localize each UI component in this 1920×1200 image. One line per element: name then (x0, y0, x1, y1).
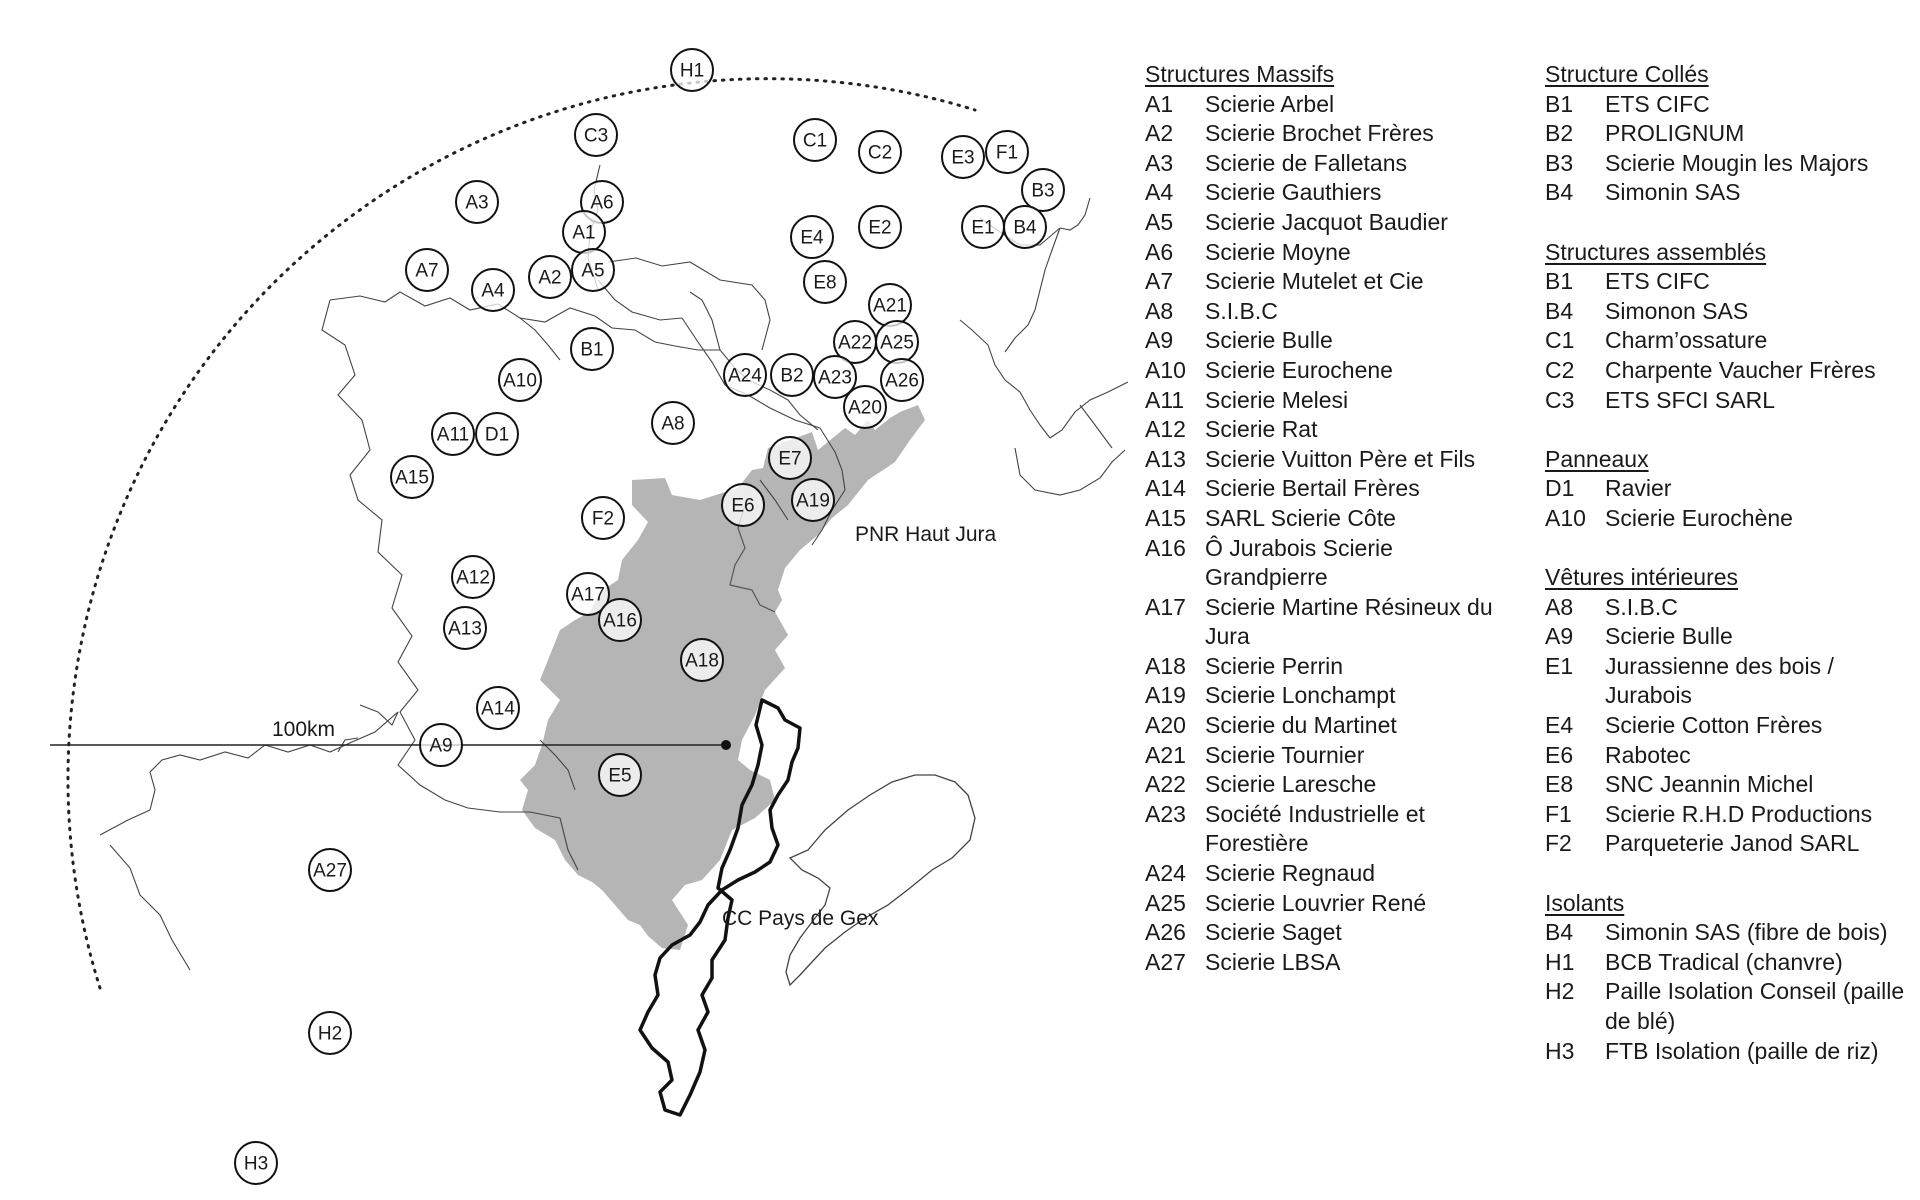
legend-name: ETS CIFC (1605, 268, 1710, 295)
legend-code: A20 (1145, 712, 1186, 739)
legend-code: B3 (1545, 149, 1574, 176)
legend-name: Scierie Rat (1205, 416, 1318, 443)
site-marker-a13[interactable] (444, 607, 486, 649)
legend-code: A24 (1145, 860, 1186, 887)
legend-name: Scierie Lonchampt (1205, 682, 1396, 709)
legend-heading: Panneaux (1545, 445, 1649, 472)
site-marker-e5[interactable] (599, 754, 641, 796)
legend-heading: Vêtures intérieures (1545, 564, 1739, 591)
legend-row (1145, 326, 1495, 356)
legend-row (1545, 90, 1915, 120)
legend-code: A17 (1145, 593, 1186, 620)
legend-row (1145, 119, 1495, 149)
site-marker-a26[interactable] (881, 359, 923, 401)
legend-name: Scierie Brochet Frères (1205, 120, 1434, 147)
legend-row (1145, 178, 1495, 208)
svg-text:A17: A17 (571, 584, 605, 606)
svg-text:A15: A15 (395, 467, 429, 489)
legend-row (1145, 889, 1495, 919)
legend-row (1545, 977, 1915, 1036)
site-marker-a16[interactable] (599, 599, 641, 641)
site-marker-b4[interactable] (1004, 206, 1046, 248)
site-marker-e6[interactable] (722, 484, 764, 526)
site-marker-e1[interactable] (962, 206, 1004, 248)
legend-row (1545, 356, 1915, 386)
svg-text:A6: A6 (590, 192, 614, 214)
legend-row (1145, 504, 1495, 534)
site-marker-a2[interactable] (529, 256, 571, 298)
svg-text:H2: H2 (317, 1023, 343, 1045)
legend-name: BCB Tradical (chanvre) (1605, 948, 1843, 975)
legend-heading: Structure Collés (1545, 61, 1709, 87)
legend-row (1545, 622, 1915, 652)
legend-code: A3 (1145, 149, 1174, 176)
site-marker-e3[interactable] (942, 136, 984, 178)
legend-row (1145, 208, 1495, 238)
legend-name: Scierie Vuitton Père et Fils (1205, 445, 1476, 472)
legend-row (1545, 800, 1915, 830)
svg-text:A9: A9 (429, 735, 453, 757)
legend-row (1545, 119, 1915, 149)
svg-text:B4: B4 (1013, 217, 1037, 239)
site-marker-e7[interactable] (769, 437, 811, 479)
svg-text:B1: B1 (580, 339, 604, 361)
site-marker-b3[interactable] (1022, 169, 1064, 211)
legend-row (1145, 534, 1495, 593)
svg-text:A20: A20 (848, 397, 882, 419)
legend-name: Scierie Mougin les Majors (1605, 149, 1869, 176)
legend-name: Rabotec (1605, 741, 1691, 768)
legend-name: Scierie Melesi (1205, 386, 1349, 413)
legend-name: Ravier (1605, 475, 1672, 502)
legend-name: PROLIGNUM (1605, 120, 1745, 147)
svg-text:A26: A26 (885, 370, 919, 392)
legend-name: Scierie Moyne (1205, 238, 1351, 265)
legend-name: Scierie Cotton Frères (1605, 712, 1823, 739)
legend-row (1545, 829, 1915, 859)
label-cc-pays-de-gex: CC Pays de Gex (722, 907, 879, 930)
svg-text:B2: B2 (780, 365, 804, 387)
legend-row (1145, 356, 1495, 386)
legend-row (1545, 770, 1915, 800)
legend-row (1145, 445, 1495, 475)
svg-text:A14: A14 (481, 698, 515, 720)
legend-row (1145, 652, 1495, 682)
legend-heading: Structures assemblés (1545, 238, 1767, 265)
legend-code: B2 (1545, 120, 1574, 147)
legend-name: Scierie Tournier (1205, 741, 1365, 768)
legend-code: C1 (1545, 327, 1575, 354)
legend-code: A7 (1145, 268, 1174, 295)
legend-row (1145, 770, 1495, 800)
svg-text:A25: A25 (880, 332, 914, 354)
svg-text:A27: A27 (313, 860, 347, 882)
legend-name: Scierie LBSA (1205, 948, 1341, 975)
legend-name: Scierie Regnaud (1205, 860, 1376, 887)
svg-text:E8: E8 (813, 272, 837, 294)
lake-geneva (786, 775, 975, 985)
svg-text:A21: A21 (873, 295, 907, 317)
legend-name: Scierie du Martinet (1205, 712, 1397, 739)
legend-code: A2 (1145, 120, 1174, 147)
site-marker-a3[interactable] (456, 181, 498, 223)
legend-name: Parqueterie Janod SARL (1605, 830, 1860, 857)
svg-text:C3: C3 (583, 125, 609, 147)
legend-code: A6 (1145, 238, 1174, 265)
legend-name: Scierie Saget (1205, 919, 1342, 946)
legend-code: B1 (1545, 90, 1574, 117)
legend-name: Scierie Bertail Frères (1205, 475, 1420, 502)
legend-code: B4 (1545, 179, 1574, 206)
legend-heading: Isolants (1545, 889, 1625, 916)
legend-name: Scierie de Falletans (1205, 149, 1407, 176)
site-marker-a5[interactable] (572, 249, 614, 291)
svg-text:E2: E2 (868, 217, 892, 239)
legend-code: A26 (1145, 919, 1186, 946)
site-marker-a20[interactable] (844, 386, 886, 428)
legend-row (1145, 386, 1495, 416)
legend-name: FTB Isolation (paille de riz) (1605, 1037, 1879, 1064)
legend-code: F2 (1545, 830, 1572, 857)
legend-row (1545, 386, 1915, 416)
legend-name: Scierie Martine Résineux du Jura (1205, 593, 1493, 650)
site-marker-a4[interactable] (472, 269, 514, 311)
svg-text:A19: A19 (796, 490, 830, 512)
legend-row (1145, 948, 1495, 978)
legend-code: A1 (1145, 90, 1174, 117)
svg-text:F2: F2 (591, 508, 615, 530)
legend-name: Scierie Perrin (1205, 652, 1344, 679)
site-marker-a15[interactable] (391, 456, 433, 498)
site-marker-a10[interactable] (499, 359, 541, 401)
site-marker-h1[interactable] (671, 49, 713, 91)
site-marker-b1[interactable] (571, 328, 613, 370)
site-marker-f2[interactable] (582, 497, 624, 539)
svg-text:D1: D1 (484, 424, 510, 446)
legend-name: SNC Jeannin Michel (1605, 771, 1814, 798)
svg-text:A22: A22 (838, 332, 872, 354)
legend-code: A19 (1145, 682, 1186, 709)
legend-code: E1 (1545, 652, 1574, 679)
legend-code: A12 (1145, 416, 1186, 443)
legend-name: Scierie Jacquot Baudier (1205, 208, 1448, 235)
legend-name: Jurassienne des bois / Jurabois (1605, 652, 1834, 709)
svg-text:A24: A24 (728, 365, 762, 387)
legend-row (1145, 474, 1495, 504)
center-point (721, 740, 731, 750)
svg-text:A7: A7 (415, 260, 439, 282)
legend-name: Société Industrielle et Forestière (1205, 800, 1425, 857)
legend-row (1145, 859, 1495, 889)
legend-heading: Structures Massifs (1145, 61, 1335, 87)
legend-name: Scierie Gauthiers (1205, 179, 1382, 206)
svg-text:A18: A18 (685, 650, 719, 672)
svg-text:A11: A11 (436, 424, 470, 446)
site-marker-c3[interactable] (575, 114, 617, 156)
svg-text:C2: C2 (867, 142, 893, 164)
site-marker-h3[interactable] (235, 1142, 277, 1184)
svg-text:A4: A4 (481, 280, 505, 302)
site-marker-a9[interactable] (420, 724, 462, 766)
legend-row (1545, 178, 1915, 208)
legend-row (1545, 297, 1915, 327)
legend-row (1145, 918, 1495, 948)
legend-code: A11 (1145, 386, 1185, 413)
legend-code: B1 (1545, 268, 1574, 295)
site-marker-a1[interactable] (563, 211, 605, 253)
legend-name: Paille Isolation Conseil (paille de blé) (1605, 978, 1905, 1034)
legend-name: Scierie Eurochène (1605, 504, 1793, 531)
site-marker-c1[interactable] (794, 119, 836, 161)
legend-code: A10 (1545, 504, 1586, 531)
legend-name: Scierie Laresche (1205, 771, 1377, 798)
legend-name: Charm’ossature (1605, 327, 1768, 354)
legend-name: Scierie Louvrier René (1205, 889, 1427, 916)
svg-text:A12: A12 (456, 567, 490, 589)
site-marker-a18[interactable] (681, 639, 723, 681)
legend-code: B4 (1545, 297, 1574, 324)
site-marker-a12[interactable] (452, 556, 494, 598)
site-marker-a19[interactable] (792, 479, 834, 521)
svg-text:E4: E4 (800, 227, 824, 249)
legend-group-panneaux (1545, 445, 1915, 534)
legend-code: A16 (1145, 534, 1186, 561)
site-marker-e4[interactable] (791, 216, 833, 258)
legend-row (1145, 297, 1495, 327)
legend-code: A25 (1145, 889, 1186, 916)
svg-text:E6: E6 (731, 495, 755, 517)
legend-row (1545, 948, 1915, 978)
legend-column-1 (1145, 60, 1495, 1007)
svg-text:A10: A10 (503, 370, 537, 392)
svg-text:A3: A3 (465, 192, 489, 214)
site-marker-a24[interactable] (724, 354, 766, 396)
legend-column-2 (1545, 60, 1915, 1096)
legend-row (1145, 238, 1495, 268)
legend-code: E8 (1545, 771, 1574, 798)
legend-row (1545, 1037, 1915, 1067)
site-marker-f1[interactable] (986, 131, 1028, 173)
legend-code: E6 (1545, 741, 1574, 768)
legend-code: A23 (1145, 800, 1186, 827)
legend-group-structure-colles (1545, 60, 1915, 208)
svg-text:A2: A2 (538, 267, 562, 289)
legend-code: A9 (1545, 623, 1574, 650)
legend-code: A13 (1145, 445, 1186, 472)
svg-text:E5: E5 (608, 765, 632, 787)
legend-row (1545, 504, 1915, 534)
svg-text:F1: F1 (995, 142, 1019, 164)
site-marker-a8[interactable] (652, 402, 694, 444)
legend-group-structures-assembles (1545, 238, 1915, 416)
legend-group-isolants (1545, 889, 1915, 1067)
legend-name: Scierie Bulle (1205, 327, 1333, 354)
svg-text:H1: H1 (679, 60, 705, 82)
legend-name: Ô Jurabois Scierie Grandpierre (1205, 534, 1393, 591)
legend-code: E4 (1545, 712, 1574, 739)
legend-name: S.I.B.C (1205, 297, 1278, 324)
legend-code: C3 (1545, 386, 1575, 413)
legend-row (1545, 149, 1915, 179)
site-marker-a11[interactable] (432, 413, 474, 455)
legend-row (1145, 267, 1495, 297)
legend-row (1545, 474, 1915, 504)
range-arc-100km (68, 79, 975, 988)
site-marker-b2[interactable] (771, 354, 813, 396)
legend-row (1145, 149, 1495, 179)
legend-row (1545, 741, 1915, 771)
legend-code: A8 (1145, 297, 1174, 324)
legend-group-structures-massifs (1145, 60, 1495, 977)
legend-row (1145, 711, 1495, 741)
legend-row (1145, 681, 1495, 711)
legend-code: H1 (1545, 948, 1575, 975)
legend-name: Scierie Eurochene (1205, 356, 1393, 383)
legend-code: A8 (1545, 593, 1574, 620)
legend-name: Scierie Mutelet et Cie (1205, 268, 1424, 295)
legend-group-vetures-interieures (1545, 563, 1915, 859)
legend-row (1145, 593, 1495, 652)
site-marker-a21[interactable] (869, 284, 911, 326)
site-marker-e8[interactable] (804, 261, 846, 303)
site-marker-c2[interactable] (859, 131, 901, 173)
legend-code: H2 (1545, 978, 1575, 1005)
site-marker-h2[interactable] (309, 1012, 351, 1054)
legend-name: SARL Scierie Côte (1205, 504, 1396, 531)
svg-text:E1: E1 (971, 217, 995, 239)
legend-name: Simonon SAS (1605, 297, 1749, 324)
site-marker-a7[interactable] (406, 249, 448, 291)
legend-code: A9 (1145, 327, 1174, 354)
svg-text:A5: A5 (581, 260, 605, 282)
site-marker-d1[interactable] (476, 413, 518, 455)
svg-text:A16: A16 (603, 610, 637, 632)
legend-code: A14 (1145, 475, 1186, 502)
svg-text:E3: E3 (951, 147, 975, 169)
site-marker-a14[interactable] (477, 687, 519, 729)
site-marker-e2[interactable] (859, 206, 901, 248)
legend-code: F1 (1545, 800, 1572, 827)
legend-code: D1 (1545, 475, 1575, 502)
legend-row (1145, 800, 1495, 859)
legend-row (1545, 326, 1915, 356)
svg-text:A23: A23 (818, 367, 852, 389)
legend-name: Scierie Arbel (1205, 90, 1335, 117)
legend-name: Scierie R.H.D Productions (1605, 800, 1873, 827)
legend-name: Simonin SAS (fibre de bois) (1605, 919, 1888, 946)
legend-code: A4 (1145, 179, 1174, 206)
legend-row (1545, 267, 1915, 297)
legend-code: A21 (1145, 741, 1186, 768)
svg-text:H3: H3 (243, 1153, 269, 1175)
legend-code: A18 (1145, 652, 1186, 679)
legend-row (1145, 415, 1495, 445)
svg-text:A13: A13 (448, 618, 482, 640)
legend-name: ETS CIFC (1605, 90, 1710, 117)
legend-code: A27 (1145, 948, 1186, 975)
legend-row (1545, 593, 1915, 623)
legend-row (1145, 741, 1495, 771)
legend-name: Charpente Vaucher Frères (1605, 356, 1876, 383)
svg-text:A8: A8 (661, 413, 685, 435)
svg-text:A1: A1 (572, 222, 596, 244)
legend-name: Scierie Bulle (1605, 623, 1733, 650)
svg-text:B3: B3 (1031, 180, 1055, 202)
legend-code: C2 (1545, 356, 1575, 383)
legend-code: A10 (1145, 356, 1186, 383)
legend-row (1545, 652, 1915, 711)
label-pnr-haut-jura: PNR Haut Jura (855, 523, 997, 546)
svg-text:C1: C1 (802, 130, 828, 152)
legend-row (1145, 90, 1495, 120)
site-marker-a27[interactable] (309, 849, 351, 891)
legend-code: B4 (1545, 919, 1574, 946)
legend-row (1545, 711, 1915, 741)
label-scale-100km: 100km (272, 718, 336, 741)
legend-code: A22 (1145, 771, 1186, 798)
site-marker-a25[interactable] (876, 321, 918, 363)
legend-name: Simonin SAS (1605, 179, 1741, 206)
legend-code: H3 (1545, 1037, 1575, 1064)
legend-name: ETS SFCI SARL (1605, 386, 1775, 413)
legend-code: A5 (1145, 208, 1174, 235)
svg-text:E7: E7 (778, 448, 802, 470)
legend-code: A15 (1145, 504, 1186, 531)
legend-name: S.I.B.C (1605, 593, 1678, 620)
legend-row (1545, 918, 1915, 948)
